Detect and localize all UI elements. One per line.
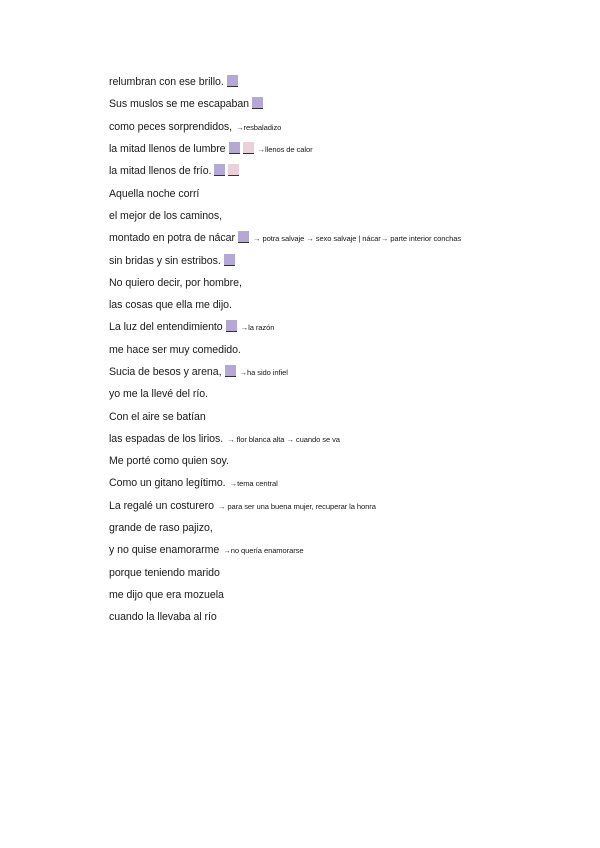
poem-line [109,405,589,427]
line-text: No quiero decir, por hombre, [109,276,242,289]
poem-line [109,562,589,584]
poem-line [109,205,589,227]
line-text: Con el aire se batían [109,410,206,423]
line-text: la mitad llenos de lumbre [109,143,226,156]
line-text: cuando la llevaba al río [109,611,217,624]
line-text: la mitad llenos de frío. [109,165,212,178]
line-text: Como un gitano legítimo. [109,477,226,490]
line-text: montado en potra de nácar [109,232,235,245]
line-text: el mejor de los caminos, [109,209,223,222]
line-text: Me porté como quien soy. [109,455,229,468]
line-text: las espadas de los lirios. [109,432,224,445]
margin-note: → para ser una buena mujer, recuperar la honra [217,501,376,511]
poem-line [109,316,589,338]
highlight-marker-purple [252,97,263,109]
highlight-marker-pink [243,142,254,154]
line-text: yo me la llevé del río. [109,388,208,401]
highlight-marker-purple [238,231,249,243]
highlight-marker-purple [224,254,235,266]
line-text: grande de raso pajizo, [109,522,213,535]
highlight-marker-purple [225,365,236,377]
highlight-marker-purple [226,320,237,332]
line-text: relumbran con ese brillo. [109,76,224,89]
margin-note: →llenos de calor [257,145,313,155]
line-text: Sucia de besos y arena, [109,366,222,378]
poem-line [109,182,589,204]
margin-note: → potra salvaje → sexo salvaje | nácar→ parte interior conchas [252,234,462,244]
poem-text [109,71,589,628]
poem-line [109,606,589,628]
line-text: Aquella noche corrí [109,187,200,200]
margin-note: →resbaladizo [236,122,282,132]
poem-line [109,472,589,494]
highlight-marker-purple [214,164,225,176]
poem-line [109,539,589,561]
poem-line [109,383,589,405]
poem-line [109,71,589,93]
line-text: porque teniendo marido [109,566,220,579]
poem-line [109,517,589,539]
line-text: las cosas que ella me dijo. [109,299,232,312]
line-text: me dijo que era mozuela [109,588,224,601]
poem-line [109,361,589,383]
line-text: Sus muslos se me escapaban [109,98,250,111]
poem-line [109,227,589,249]
poem-line [109,93,589,115]
highlight-marker-purple [229,142,240,154]
line-text: La regalé un costurero [109,499,214,512]
poem-line [109,116,589,138]
poem-line [109,450,589,472]
line-text: como peces sorprendidos, [109,120,233,133]
poem-line [109,160,589,182]
poem-line [109,294,589,316]
line-text: sin bridas y sin estribos. [109,254,221,267]
highlight-marker-purple [227,75,238,87]
poem-line [109,584,589,606]
margin-note: →tema central [229,479,278,489]
highlight-marker-pink [228,164,239,176]
margin-note: →la razón [240,323,275,333]
poem-line [109,339,589,361]
poem-line [109,249,589,271]
poem-line [109,138,589,160]
margin-note: →ha sido infiel [239,368,288,377]
poem-line [109,495,589,517]
line-text: y no quise enamorarme [109,544,220,557]
poem-line [109,428,589,450]
line-text: La luz del entendimiento [109,321,223,334]
poem-line [109,272,589,294]
margin-note: →no quería enamorarse [223,546,304,556]
line-text: me hace ser muy comedido. [109,343,241,356]
margin-note: → flor blanca alta → cuando se va [227,434,340,444]
